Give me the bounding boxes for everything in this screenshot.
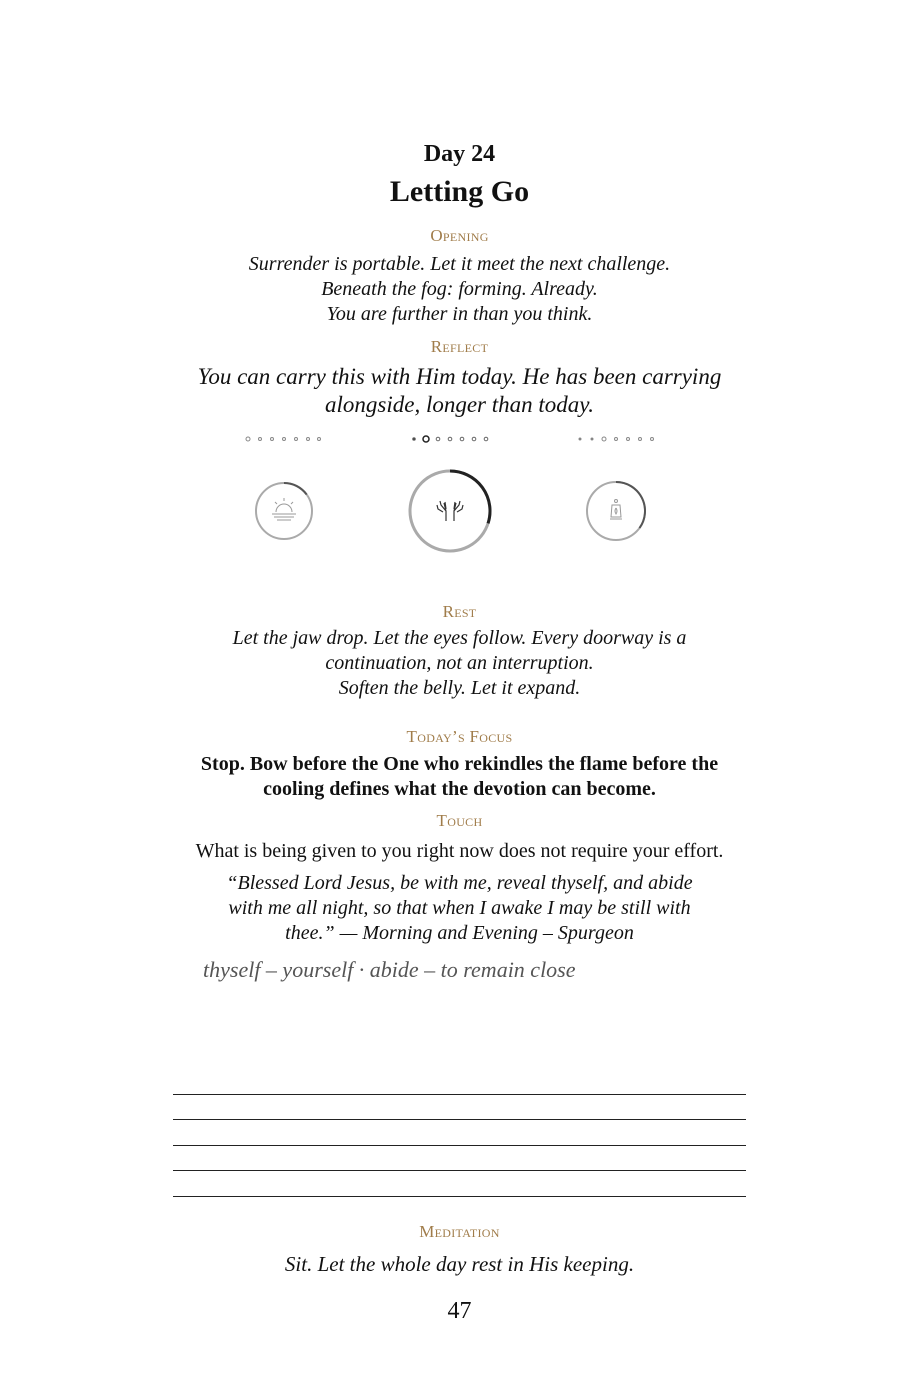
- touch-statement: What is being given to you right now does not require your effort.: [195, 840, 724, 862]
- dots-row-left: [246, 437, 321, 441]
- quote-line: “Blessed Lord Jesus, be with me, reveal thyself, and abide: [226, 872, 693, 894]
- reflect-label: Reflect: [430, 337, 489, 356]
- focus-line: cooling defines what the devotion can become.: [263, 778, 656, 800]
- sunrise-icon: [272, 498, 296, 520]
- touch-label: Touch: [436, 811, 483, 830]
- practice-rings: [0, 425, 919, 565]
- focus-text: [0, 752, 919, 802]
- sunrise-ring: [256, 483, 312, 539]
- rest-label: Rest: [442, 602, 477, 621]
- opening-line: Beneath the fog: forming. Already.: [321, 278, 598, 300]
- dots-row-right: [579, 437, 654, 441]
- opening-text: [0, 252, 919, 327]
- open-hands-icon: [437, 501, 463, 521]
- meditation-label: Meditation: [419, 1222, 500, 1241]
- reflect-line: You can carry this with Him today. He has been carrying: [197, 364, 722, 389]
- progress-arc: [450, 471, 490, 523]
- writing-line[interactable]: [173, 1170, 746, 1171]
- dots-row-center: [413, 436, 488, 442]
- focus-line: Stop. Bow before the One who rekindles the flame before the: [200, 753, 719, 775]
- meditation-text: Sit. Let the whole day rest in His keeping.: [284, 1252, 635, 1276]
- writing-line[interactable]: [173, 1196, 746, 1197]
- quote-line: thee.” — Morning and Evening – Spurgeon: [285, 922, 634, 944]
- progress-arc: [284, 483, 307, 495]
- writing-line[interactable]: [173, 1094, 746, 1095]
- word-gloss: thyself – yourself · abide – to remain close: [203, 957, 576, 982]
- lantern-icon: [610, 500, 622, 520]
- quote-line: with me all night, so that when I awake I may be still with: [228, 897, 691, 919]
- lantern-ring: [587, 482, 645, 540]
- opening-label: Opening: [430, 226, 489, 245]
- writing-line[interactable]: [173, 1145, 746, 1146]
- page-number: 47: [447, 1298, 472, 1324]
- touch-quote: [0, 871, 919, 946]
- reflect-text: [0, 363, 919, 419]
- reflect-line: alongside, longer than today.: [325, 392, 594, 417]
- focus-label: Today’s Focus: [406, 727, 513, 746]
- opening-line: Surrender is portable. Let it meet the next challenge.: [248, 253, 671, 275]
- day-label: Day 24: [423, 141, 496, 167]
- writing-line[interactable]: [173, 1119, 746, 1120]
- rest-line: continuation, not an interruption.: [325, 652, 594, 674]
- rest-line: Soften the belly. Let it expand.: [338, 677, 581, 699]
- open-hands-ring: [410, 471, 490, 551]
- rest-text: [0, 626, 919, 701]
- page-title: Letting Go: [389, 175, 530, 208]
- rest-line: Let the jaw drop. Let the eyes follow. Every doorway is a: [232, 627, 687, 649]
- opening-line: You are further in than you think.: [326, 303, 593, 325]
